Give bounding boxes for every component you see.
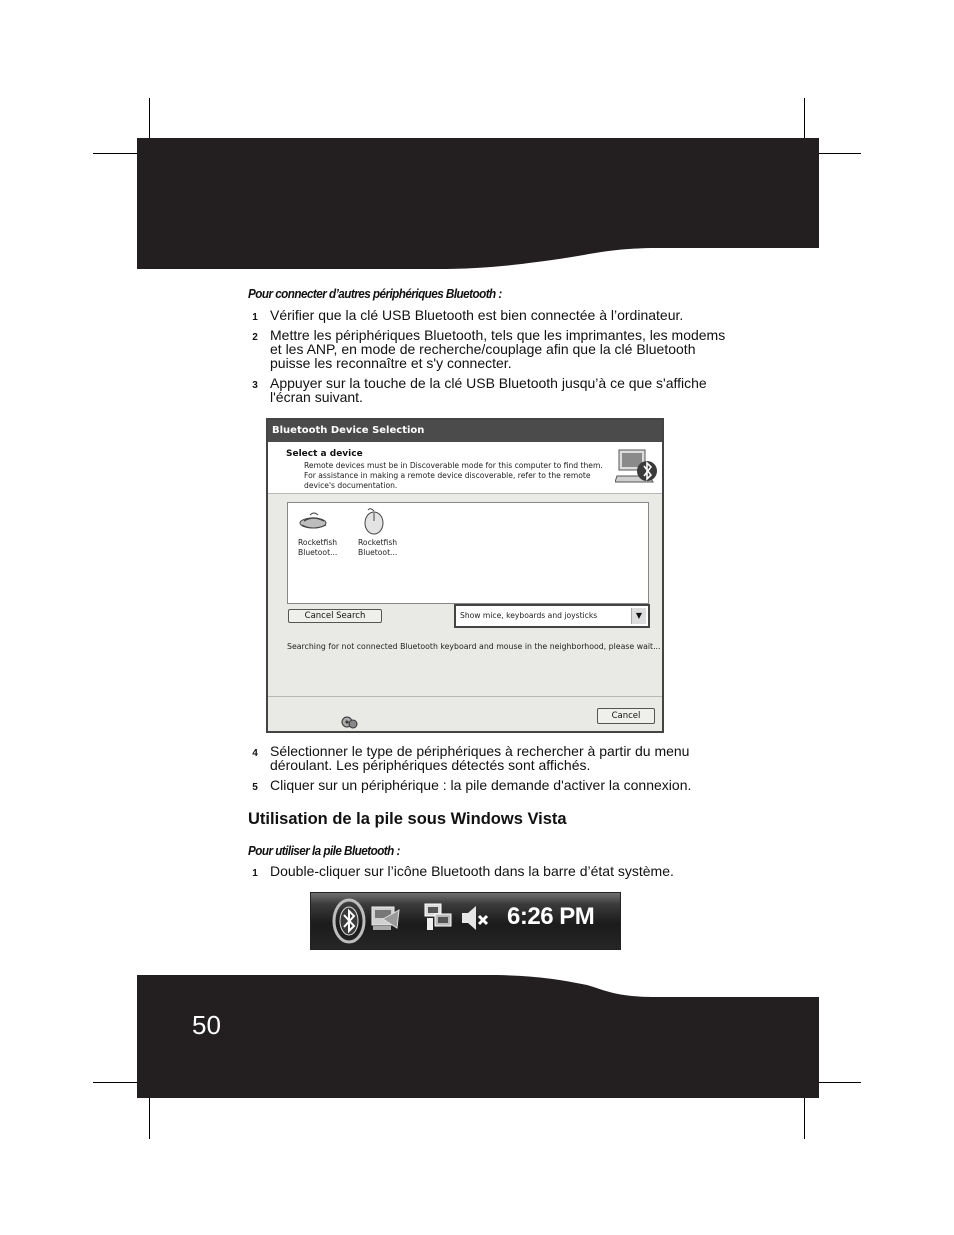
footer-banner — [137, 975, 819, 1098]
clock[interactable]: 6:26 PM — [507, 903, 595, 930]
crop-mark — [93, 1082, 137, 1083]
dialog-title: Bluetooth Device Selection — [268, 420, 662, 442]
device-list[interactable] — [287, 502, 649, 604]
bluetooth-icon[interactable] — [331, 897, 367, 945]
device-filter-value: Show mice, keyboards and joysticks — [460, 611, 598, 620]
page-number: 50 — [192, 1010, 221, 1040]
list-item — [248, 778, 728, 792]
step-text: Double-cliquer sur l’icône Bluetooth dans la barre d’état système. — [270, 863, 674, 879]
step-text: Cliquer sur un périphérique : la pile demande d'activer la connexion. — [270, 777, 692, 793]
step-text: Vérifier que la clé USB Bluetooth est bien connectée à l’ordinateur. — [270, 307, 684, 323]
dialog-header-title: Select a device — [286, 449, 363, 459]
list-item[interactable] — [298, 507, 354, 558]
subheading: Pour utiliser la pile Bluetooth : — [248, 843, 400, 858]
device-name: Bluetoot... — [298, 548, 338, 557]
search-status: Searching for not connected Bluetooth keyboard and mouse in the neighborhood, please wait... — [287, 642, 661, 651]
crop-mark — [819, 1082, 861, 1083]
crop-mark — [819, 153, 861, 154]
list-item — [248, 328, 728, 370]
list-item — [248, 744, 728, 772]
step-number: 5 — [252, 782, 258, 793]
step-text: Appuyer sur la touche de la clé USB Bluetooth jusqu’à ce que s'affiche l'écran suivant. — [270, 375, 707, 405]
device-name: Rocketfish — [298, 538, 338, 547]
dialog-header-description: Remote devices must be in Discoverable mode for this computer to find them. For assistance in making a remote device discoverable, refer to the remote device's documentation. — [304, 461, 603, 490]
crop-mark — [93, 153, 137, 154]
step-number: 4 — [252, 748, 258, 759]
list-item[interactable] — [358, 507, 414, 558]
chevron-down-icon[interactable]: ▼ — [631, 608, 646, 624]
list-item — [248, 376, 728, 404]
subheading: Pour connecter d’autres périphériques Bluetooth : — [248, 286, 502, 301]
step-text: Mettre les périphériques Bluetooth, tels que les imprimantes, les modems et les ANP, en mode de recherche/couplage afin que la clé Bluetooth puisse les reconnaître et s'y connecter. — [270, 327, 726, 371]
step-number: 1 — [252, 312, 258, 323]
crop-mark — [149, 1097, 150, 1139]
header-banner — [137, 138, 819, 270]
search-activity-icon — [340, 714, 360, 730]
system-tray — [310, 892, 621, 950]
network-app-icon[interactable] — [369, 904, 401, 934]
mouse-icon — [358, 507, 392, 535]
bluetooth-device-selection-dialog — [266, 418, 664, 733]
dialog-header — [268, 442, 662, 494]
step-text: Sélectionner le type de périphériques à rechercher à partir du menu déroulant. Les périphériques détectés sont affichés. — [270, 743, 690, 773]
list-item — [248, 864, 728, 878]
bluetooth-computer-icon — [615, 446, 659, 488]
cancel-search-button[interactable]: Cancel Search — [288, 609, 382, 623]
list-item — [248, 308, 728, 322]
volume-muted-icon[interactable] — [459, 902, 491, 934]
step-number: 2 — [252, 332, 258, 343]
device-name: Bluetoot... — [358, 548, 398, 557]
divider — [268, 696, 662, 697]
section-heading: Utilisation de la pile sous Windows Vista — [248, 810, 567, 828]
step-number: 1 — [252, 868, 258, 879]
keyboard-icon — [298, 507, 332, 535]
network-connection-icon[interactable] — [423, 902, 455, 934]
crop-mark — [804, 1097, 805, 1139]
step-number: 3 — [252, 380, 258, 391]
crop-mark — [149, 98, 150, 140]
device-filter-select[interactable] — [454, 604, 650, 628]
cancel-button[interactable]: Cancel — [597, 708, 655, 724]
device-name: Rocketfish — [358, 538, 398, 547]
crop-mark — [804, 98, 805, 140]
